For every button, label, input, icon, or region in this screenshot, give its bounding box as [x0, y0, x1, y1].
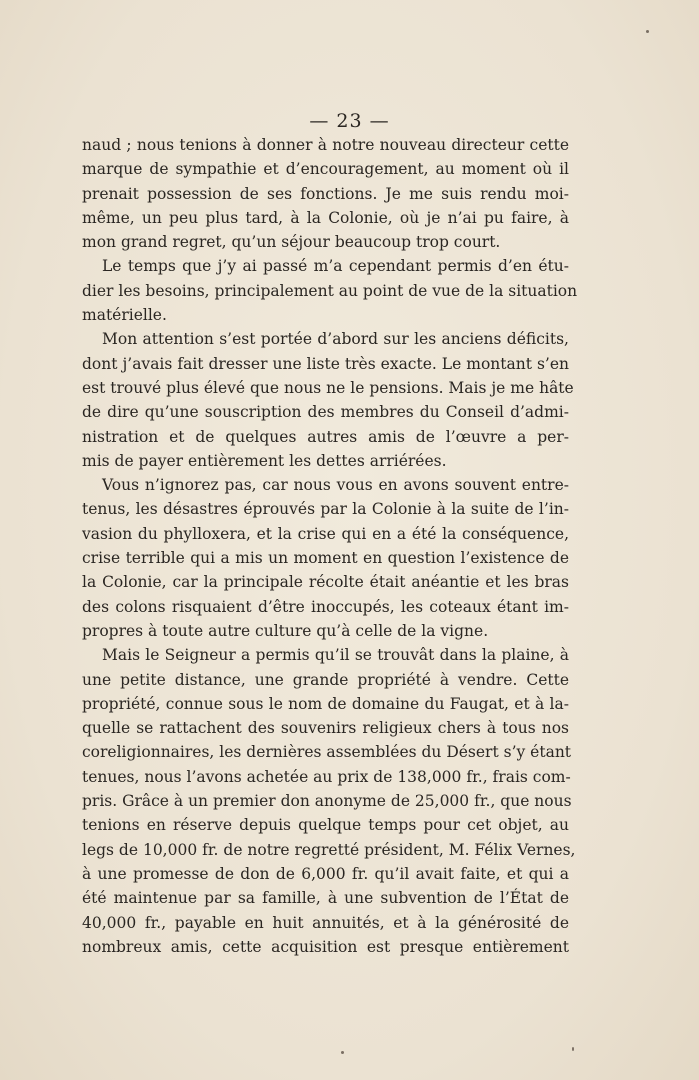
text-line: dier les besoins, principalement au point de vue de la situation	[82, 281, 578, 300]
text-line: Mon attention s’est portée d’abord sur les anciens déficits,	[102, 330, 569, 349]
text-line: la Colonie, car la principale récolte était anéantie et les bras	[82, 573, 569, 592]
text-line: 40,000 fr., payable en huit annuités, et à la générosité de	[82, 913, 569, 932]
text-line: pris. Grâce à un premier don anonyme de 25,000 fr., que nous	[82, 792, 572, 811]
text-line: Le temps que j’y ai passé m’a cependant permis d’en étu-	[102, 257, 569, 276]
text-line: matérielle.	[82, 306, 167, 325]
text-line: est trouvé plus élevé que nous ne le pensions. Mais je me hâte	[82, 378, 574, 397]
text-line: dont j’avais fait dresser une liste très exacte. Le montant s’en	[82, 354, 569, 373]
text-line: marque de sympathie et d’encouragement, au moment où il	[82, 160, 569, 179]
text-line: de dire qu’une souscription des membres du Conseil d’admi-	[82, 403, 569, 422]
text-line: legs de 10,000 fr. de notre regretté président, M. Félix Vernes,	[82, 840, 576, 859]
text-line: propriété, connue sous le nom de domaine du Faugat, et à la-	[82, 694, 569, 713]
text-line: même, un peu plus tard, à la Colonie, où je n’ai pu faire, à	[82, 208, 569, 227]
page-number: — 23 —	[309, 110, 390, 132]
text-line: Mais le Seigneur a permis qu’il se trouvât dans la plaine, à	[102, 646, 569, 665]
text-line: à une promesse de don de 6,000 fr. qu’il avait faite, et qui a	[82, 864, 569, 883]
text-line: une petite distance, une grande propriété à vendre. Cette	[82, 670, 569, 689]
text-line: tenues, nous l’avons achetée au prix de 138,000 fr., frais com-	[82, 767, 571, 786]
text-line: coreligionnaires, les dernières assemblées du Désert s’y étant	[82, 743, 572, 762]
text-line: mon grand regret, qu’un séjour beaucoup trop court.	[82, 233, 501, 252]
text-line: été maintenue par sa famille, à une subvention de l’État de	[82, 889, 569, 908]
text-line: vasion du phylloxera, et la crise qui en a été la conséquence,	[82, 524, 569, 543]
paper-speck	[572, 1047, 574, 1051]
text-line: crise terrible qui a mis un moment en question l’existence de	[82, 549, 569, 568]
text-line: propres à toute autre culture qu’à celle de la vigne.	[82, 621, 489, 640]
text-line: tenions en réserve depuis quelque temps pour cet objet, au	[82, 816, 569, 835]
text-line: mis de payer entièrement les dettes arriérées.	[82, 451, 447, 470]
text-line: Vous n’ignorez pas, car nous vous en avons souvent entre-	[102, 476, 569, 495]
paper-speck	[646, 30, 649, 33]
text-line: des colons risquaient d’être inoccupés, les coteaux étant im-	[82, 597, 569, 616]
body-text	[82, 133, 578, 959]
text-line: prenait possession de ses fonctions. Je me suis rendu moi-	[82, 184, 569, 203]
text-line: nombreux amis, cette acquisition est presque entièrement	[82, 937, 569, 956]
paper-speck	[341, 1051, 344, 1054]
text-line: nistration et de quelques autres amis de l’œuvre a per-	[82, 427, 569, 446]
text-line: naud ; nous tenions à donner à notre nouveau directeur cette	[82, 136, 569, 154]
text-line: quelle se rattachent des souvenirs religieux chers à tous nos	[82, 719, 569, 738]
text-line: tenus, les désastres éprouvés par la Colonie à la suite de l’in-	[82, 500, 569, 519]
